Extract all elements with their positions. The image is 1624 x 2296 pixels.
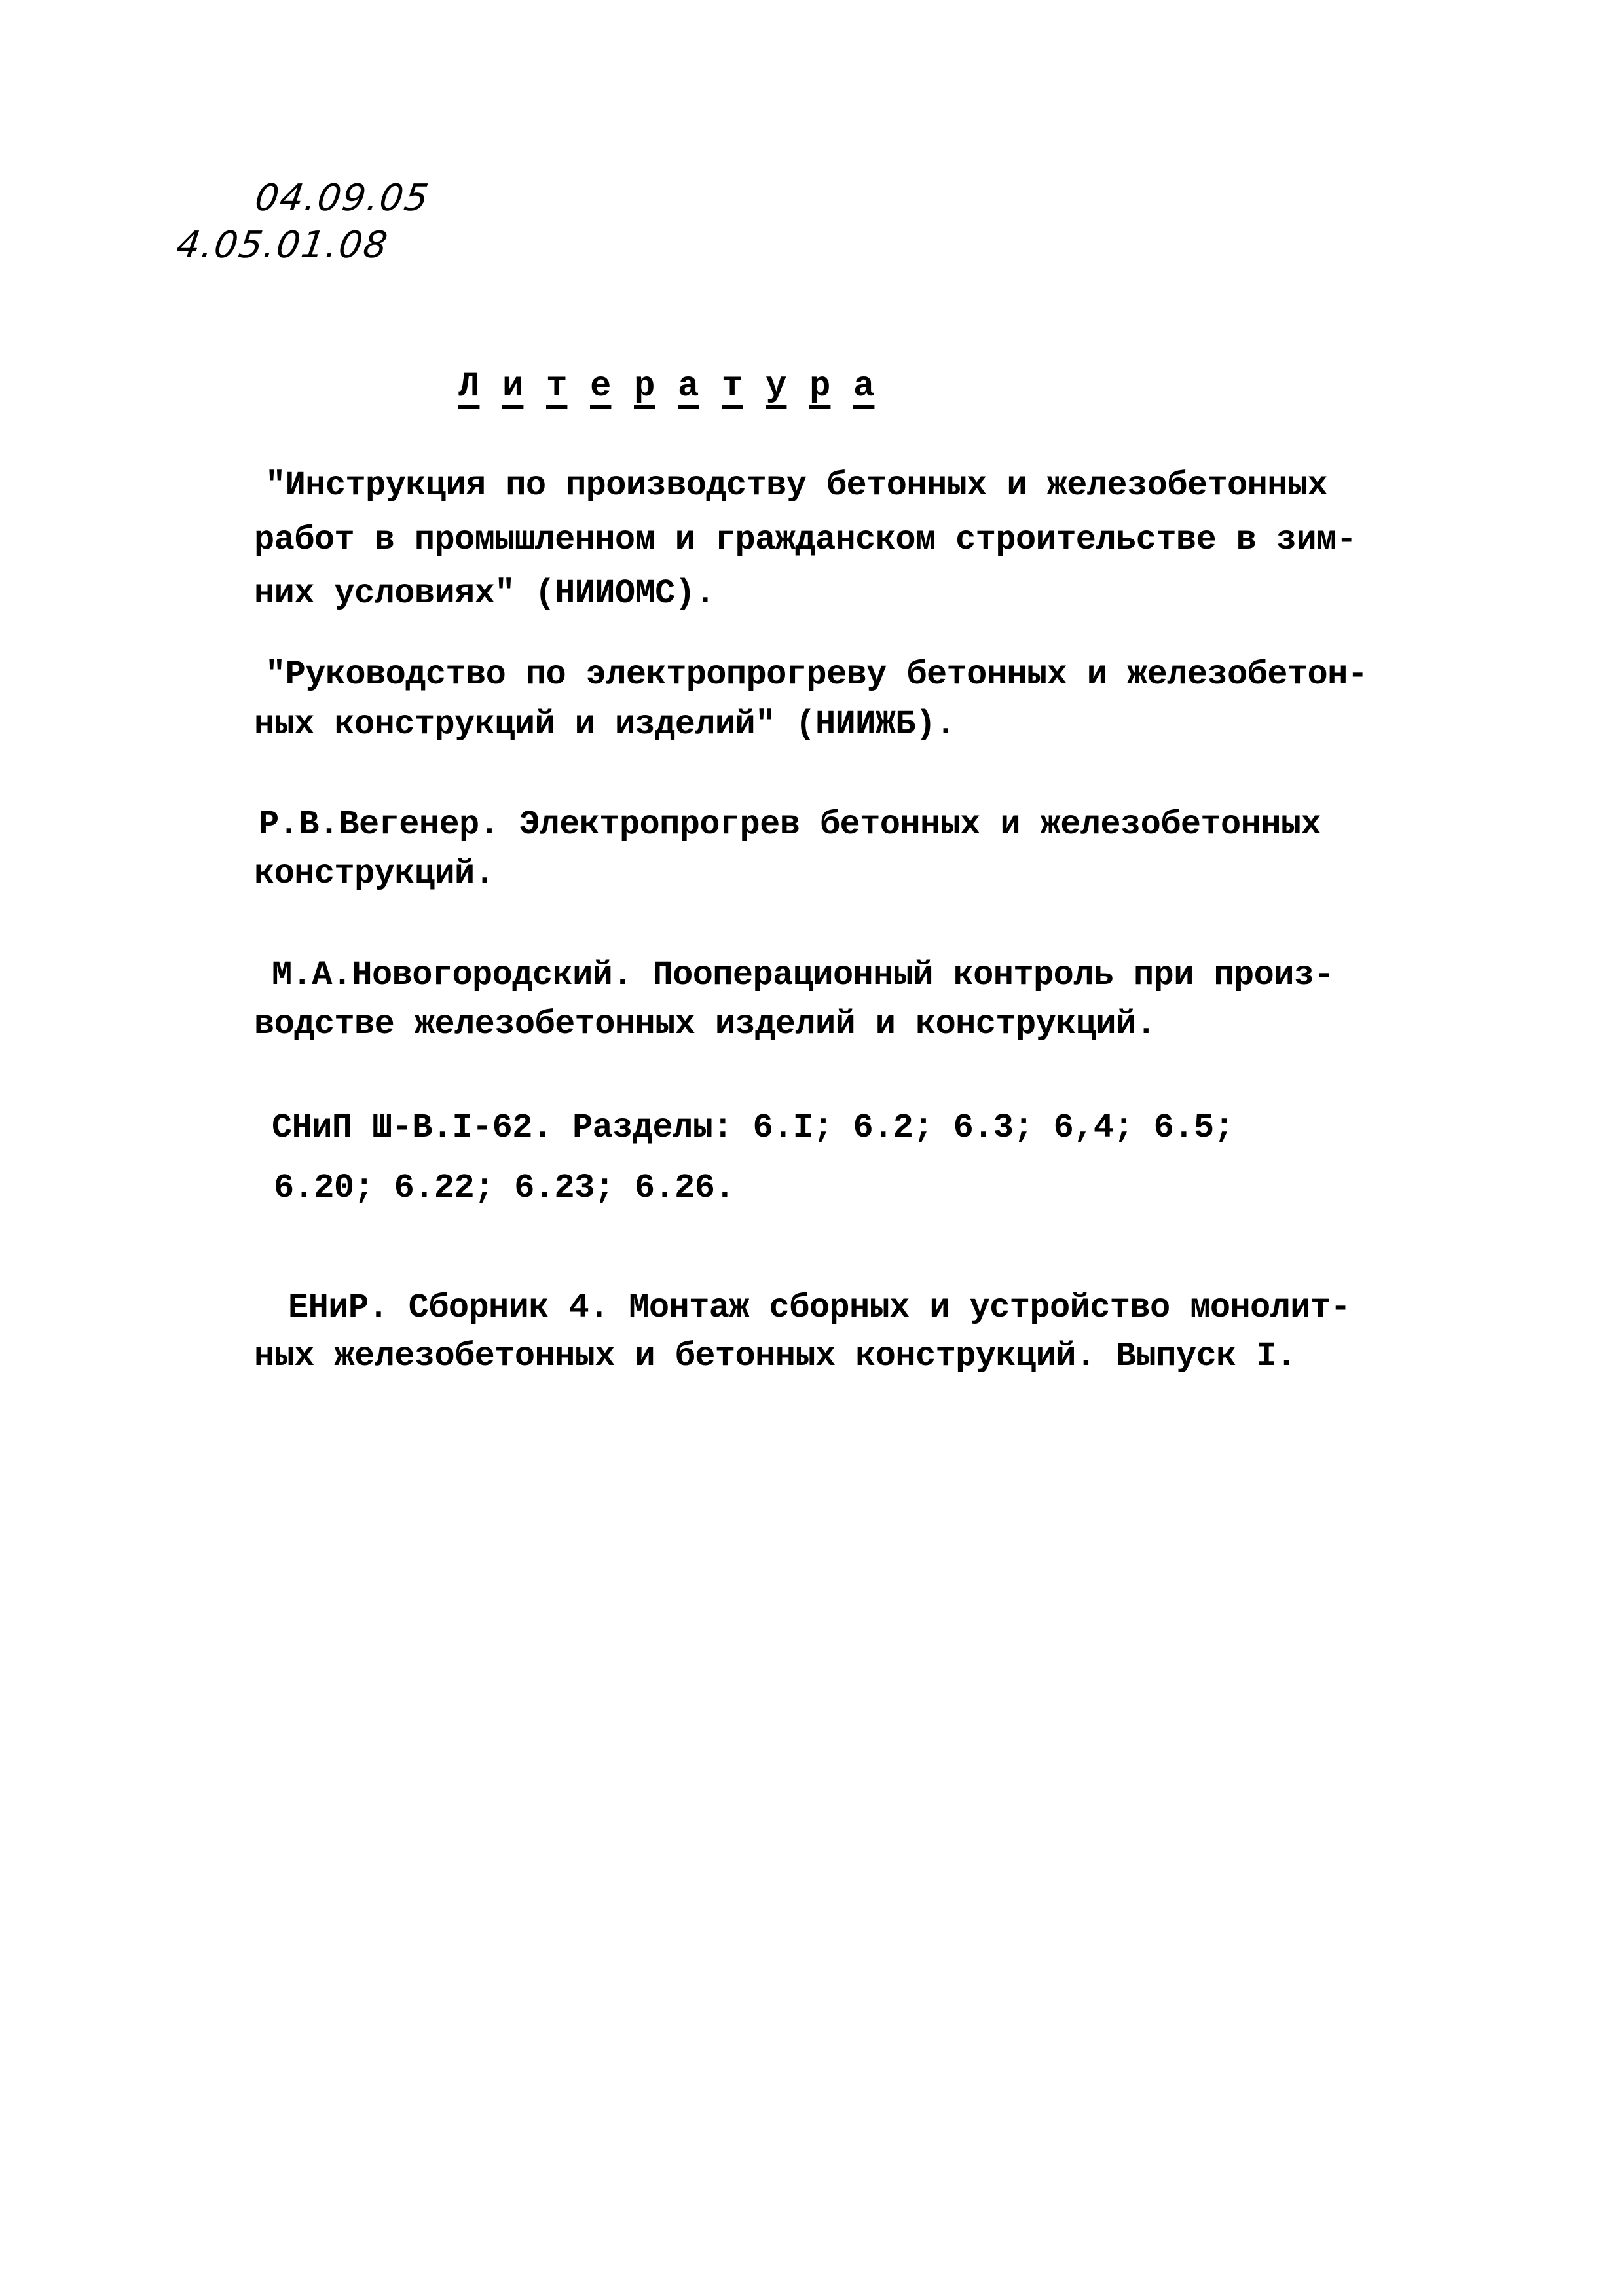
reference-1-line-3: них условиях" (НИИОМС). (254, 574, 715, 613)
reference-3-line-2: конструкций. (254, 854, 495, 893)
reference-6-line-1: ЕНиР. Сборник 4. Монтаж сборных и устройство монолит- (288, 1288, 1351, 1327)
reference-4-line-2: водстве железобетонных изделий и конструкций. (254, 1005, 1156, 1044)
title-letter: а (853, 367, 875, 407)
reference-5-line-2: 6.20; 6.22; 6.23; 6.26. (274, 1169, 735, 1207)
title-letter: у (766, 367, 787, 407)
title-letter: р (634, 367, 655, 407)
reference-2-line-2: ных конструкций и изделий" (НИИЖБ). (254, 705, 956, 744)
reference-5-line-1: СНиП Ш-В.I-62. Разделы: 6.I; 6.2; 6.3; 6,4; 6.5; (272, 1108, 1234, 1147)
handwritten-code-2: 4.05.01.08 (174, 224, 392, 266)
reference-2-line-1: "Руководство по электропрогреву бетонных и железобетон- (265, 655, 1368, 694)
page-title (458, 367, 897, 407)
title-letter: т (546, 367, 568, 407)
reference-3-line-1: Р.В.Вегенер. Электропрогрев бетонных и железобетонных (259, 805, 1321, 844)
title-letter: а (678, 367, 699, 407)
reference-4-line-1: М.А.Новогородский. Пооперационный контроль при произ- (272, 956, 1335, 994)
title-letter: е (590, 367, 612, 407)
title-letter: т (722, 367, 743, 407)
title-letter: Л (458, 367, 480, 407)
handwritten-code-1: 04.09.05 (252, 177, 432, 219)
title-letter: и (502, 367, 524, 407)
reference-1-line-1: "Инструкция по производству бетонных и железобетонных (265, 466, 1328, 505)
reference-6-line-2: ных железобетонных и бетонных конструкций. Выпуск I. (254, 1337, 1297, 1376)
reference-1-line-2: работ в промышленном и гражданском строительстве в зим- (254, 520, 1357, 559)
title-letter: р (809, 367, 831, 407)
